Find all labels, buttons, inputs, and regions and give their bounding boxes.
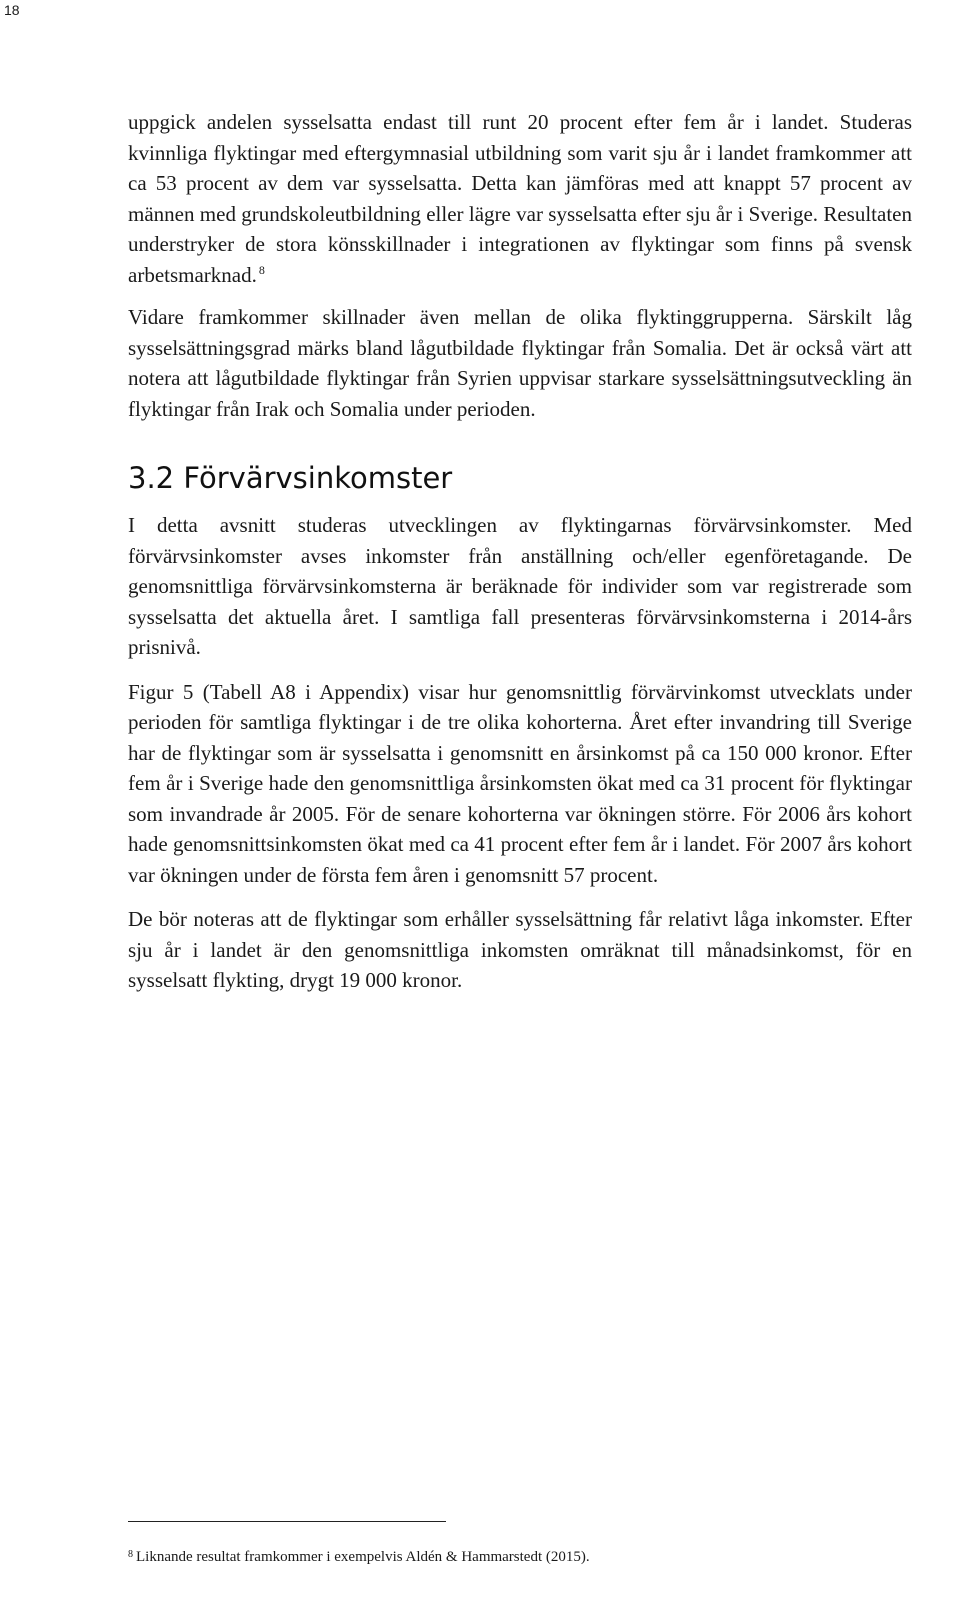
footnote-text: Liknande resultat framkommer i exempelvis Aldén & Hammarstedt (2015). (136, 1549, 590, 1565)
paragraph-income-intro: I detta avsnitt studeras utvecklingen av flyktingarnas förvärvsinkomster. Med förvärvsinkomster avses inkomster från anställning och/eller egenföretagande. De genomsnittliga förvärvsinkomsterna är beräknade för individer som var registrerade som sysselsatta det aktuella året. I samtliga fall presenteras förvärvsinkomsterna i 2014-års prisnivå. (128, 513, 912, 659)
body-text (128, 107, 912, 996)
footnote-reference[interactable]: 8 (258, 262, 265, 277)
footnote (128, 1545, 590, 1567)
paragraph-figure-5: Figur 5 (Tabell A8 i Appendix) visar hur genomsnittlig förvärvinkomst utvecklats under perioden för samtliga flyktingar i de tre olika kohorterna. Året efter invandring till Sverige har de flyktingar som är sysselsatta i genomsnitt en årsinkomst på ca 150 000 kronor. Efter fem år i Sverige hade den genomsnittliga årsinkomsten ökat med ca 31 procent för flyktingar som invandrade år 2005. För de senare kohorterna var ökningen större. För 2006 års kohort hade genomsnittsinkomsten ökat med ca 41 procent efter fem år i landet. För 2007 års kohort var ökningen under de första fem åren i genomsnitt 57 procent. (128, 679, 912, 887)
paragraph-refugee-groups: Vidare framkommer skillnader även mellan de olika flyktinggrupperna. Särskilt låg sysselsättningsgrad märks bland lågutbildade flyktingar från Somalia. Det är också värt att notera att lågutbildade flyktingar från Syrien uppvisar starkare sysselsättningsutveckling än flyktingar från Irak och Somalia under perioden. (128, 305, 912, 421)
page-number: 18 (4, 2, 20, 18)
footnote-mark: 8 (128, 1549, 133, 1560)
paragraph-text: uppgick andelen sysselsatta endast till runt 20 procent efter fem år i landet. Studeras kvinnliga flyktingar med eftergymnasial utbildning som varit sju år i landet framkommer att ca 53 procent av dem var sysselsatta. Detta kan jämföras med att knappt 57 procent av männen med grundskoleutbildning eller lägre var sysselsatta efter sju år i Sverige. Resultaten understryker de stora könsskillnader i integrationen av flyktingar som finns på svensk arbetsmarknad. (128, 110, 912, 287)
section-heading: 3.2 Förvärvsinkomster (128, 461, 453, 495)
paragraph-employment-gender (128, 107, 912, 290)
paragraph-low-income: De bör noteras att de flyktingar som erhåller sysselsättning får relativt låga inkomster. Efter sju år i landet är den genomsnittliga inkomsten omräknat till månadsinkomst, för en sysselsatt flykting, drygt 19 000 kronor. (128, 907, 912, 992)
footnote-divider (128, 1521, 446, 1522)
